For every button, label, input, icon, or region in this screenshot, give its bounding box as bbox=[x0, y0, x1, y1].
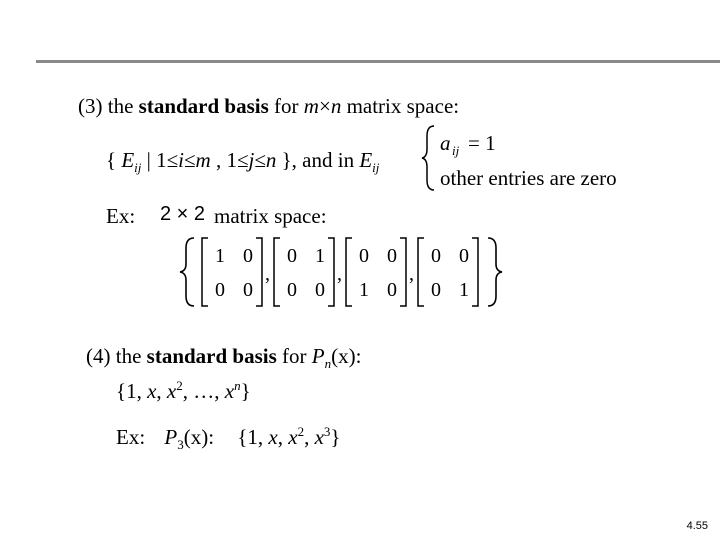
times-symbol: × bbox=[318, 94, 331, 118]
leq-symbol: ≤ bbox=[254, 148, 266, 172]
left-bracket bbox=[346, 238, 352, 306]
matrix-entry: 1 bbox=[459, 279, 469, 301]
var-m: m bbox=[195, 148, 211, 172]
dims-2x2 bbox=[160, 203, 205, 226]
heading-text: matrix space: bbox=[341, 94, 460, 118]
ex-label: Ex: bbox=[116, 425, 146, 449]
var-x: x bbox=[166, 379, 177, 403]
var-x: x bbox=[147, 379, 157, 403]
matrix-entry: 0 bbox=[315, 279, 325, 301]
matrix-entry: 0 bbox=[243, 245, 253, 267]
subscript-ij: ij bbox=[452, 143, 460, 158]
equals-one: = 1 bbox=[468, 131, 496, 155]
heading-text: (4) the bbox=[86, 344, 147, 368]
subscript-ij: ij bbox=[372, 160, 380, 176]
matrix-entry: 0 bbox=[287, 245, 297, 267]
matrix-entry: 0 bbox=[387, 245, 397, 267]
set-text: | 1≤ bbox=[141, 148, 179, 172]
var-x: x bbox=[224, 379, 235, 403]
heading-text: for bbox=[268, 94, 304, 118]
set-text: , 1≤ bbox=[210, 148, 249, 172]
var-x: x bbox=[268, 425, 278, 449]
heading-bold-term: standard basis bbox=[146, 344, 277, 368]
matrix-space-text: matrix space: bbox=[214, 204, 327, 228]
matrix-entry: 0 bbox=[387, 279, 397, 301]
matrix-entry: 0 bbox=[287, 279, 297, 301]
matrix-entry: 0 bbox=[459, 245, 469, 267]
exponent: 2 bbox=[297, 424, 305, 439]
ex-label: Ex: bbox=[106, 204, 136, 228]
set-text: } bbox=[330, 425, 341, 449]
var-P: P bbox=[164, 425, 178, 449]
cases-block bbox=[420, 122, 650, 194]
separator-comma: , bbox=[409, 263, 414, 285]
matrix-space-label bbox=[214, 204, 327, 229]
example-label-1 bbox=[106, 204, 135, 229]
set-text: , bbox=[304, 425, 315, 449]
var-m: m bbox=[303, 94, 319, 118]
left-bracket bbox=[274, 238, 280, 306]
matrix-entry: 0 bbox=[431, 279, 441, 301]
leq-symbol: ≤ bbox=[183, 148, 196, 172]
exponent: 3 bbox=[323, 424, 331, 439]
set-text: { bbox=[106, 148, 122, 172]
set-text: }, and in bbox=[276, 148, 360, 172]
matrix-entry: 0 bbox=[431, 245, 441, 267]
matrix-entry: 1 bbox=[215, 245, 225, 267]
example-P3 bbox=[116, 424, 341, 453]
var-n: n bbox=[330, 94, 342, 118]
right-bracket bbox=[328, 238, 334, 306]
basis-matrix-3 bbox=[346, 238, 414, 306]
subscript-ij: ij bbox=[134, 160, 142, 176]
var-x: x bbox=[288, 425, 298, 449]
set-text: {1, bbox=[237, 425, 269, 449]
exponent: n bbox=[234, 378, 241, 393]
heading-text: for bbox=[276, 344, 312, 368]
set-text: } bbox=[240, 379, 251, 403]
matrix-entry: 0 bbox=[359, 245, 369, 267]
basis-matrix-2 bbox=[274, 238, 342, 306]
var-n: n bbox=[265, 148, 277, 172]
var-E: E bbox=[359, 148, 373, 172]
set-text: , bbox=[277, 425, 289, 449]
page-number: 4.55 bbox=[686, 520, 708, 532]
var-E: E bbox=[121, 148, 135, 172]
left-brace bbox=[422, 126, 434, 190]
title-rule bbox=[36, 60, 720, 63]
separator-comma: , bbox=[337, 263, 342, 285]
subscript-n: n bbox=[324, 356, 332, 372]
basis-set-definition bbox=[106, 148, 379, 176]
matrix-entry: 0 bbox=[215, 279, 225, 301]
subscript-3: 3 bbox=[177, 437, 184, 453]
exponent: 2 bbox=[176, 378, 183, 393]
left-bracket bbox=[202, 238, 208, 306]
matrix-entry: 1 bbox=[315, 245, 325, 267]
right-bracket bbox=[400, 238, 406, 306]
heading-standard-basis-matrix bbox=[78, 94, 459, 119]
basis-matrix-4 bbox=[418, 238, 478, 306]
basis-matrix-1 bbox=[202, 238, 270, 306]
right-set-brace bbox=[488, 238, 502, 306]
right-bracket bbox=[256, 238, 262, 306]
heading-bold-term: standard basis bbox=[138, 94, 269, 118]
poly-basis-set bbox=[116, 378, 251, 404]
standard-basis-matrices bbox=[176, 234, 506, 310]
heading-text: (3) the bbox=[78, 94, 139, 118]
left-bracket bbox=[418, 238, 424, 306]
var-i: i bbox=[178, 148, 184, 172]
separator-comma: , bbox=[265, 263, 270, 285]
set-text: , bbox=[156, 379, 167, 403]
other-entries-text: other entries are zero bbox=[440, 166, 617, 190]
set-text: (x): bbox=[183, 425, 215, 449]
set-text: , …, bbox=[182, 379, 225, 403]
left-set-brace bbox=[180, 238, 194, 306]
matrix-entry: 1 bbox=[359, 279, 369, 301]
var-j: j bbox=[248, 148, 255, 172]
var-a: a bbox=[440, 131, 451, 155]
dims-text: 2 × 2 bbox=[160, 203, 206, 225]
matrix-entry: 0 bbox=[243, 279, 253, 301]
heading-text: (x): bbox=[331, 344, 362, 368]
var-x: x bbox=[314, 425, 324, 449]
var-P: P bbox=[311, 344, 325, 368]
right-bracket bbox=[472, 238, 478, 306]
heading-standard-basis-poly bbox=[86, 344, 361, 372]
set-text: {1, bbox=[116, 379, 148, 403]
